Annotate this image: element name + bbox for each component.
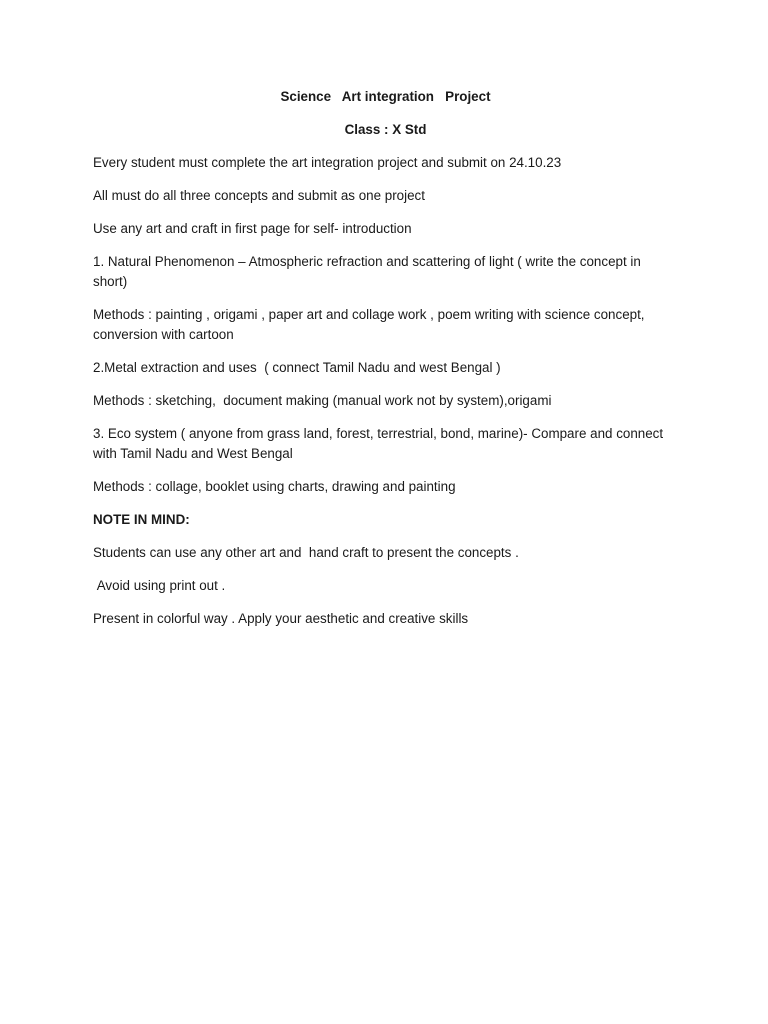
document-body xyxy=(93,87,678,642)
concept-1-natural-phenomenon: 1. Natural Phenomenon – Atmospheric refraction and scattering of light ( write the concept in short) xyxy=(93,254,645,289)
concept-3-methods: Methods : collage, booklet using charts, drawing and painting xyxy=(93,479,456,494)
paragraph-submission-date: Every student must complete the art integration project and submit on 24.10.23 xyxy=(93,155,562,170)
note-heading: NOTE IN MIND: xyxy=(93,512,190,527)
document-title: Science Art integration Project xyxy=(280,89,491,104)
concept-3-eco-system: 3. Eco system ( anyone from grass land, forest, terrestrial, bond, marine)- Compare and connect with Tamil Nadu and West Bengal xyxy=(93,426,667,461)
note-other-art: Students can use any other art and hand craft to present the concepts . xyxy=(93,545,519,560)
concept-1-methods: Methods : painting , origami , paper art and collage work , poem writing with science concept, conversion with cartoon xyxy=(93,307,649,342)
note-colorful: Present in colorful way . Apply your aesthetic and creative skills xyxy=(93,611,469,626)
concept-2-methods: Methods : sketching, document making (manual work not by system),origami xyxy=(93,393,552,408)
paragraph-self-introduction: Use any art and craft in first page for self- introduction xyxy=(93,221,412,236)
class-line: Class : X Std xyxy=(344,122,427,137)
paragraph-all-concepts: All must do all three concepts and submit as one project xyxy=(93,188,425,203)
note-avoid-print: Avoid using print out . xyxy=(93,578,226,593)
concept-2-metal-extraction: 2.Metal extraction and uses ( connect Tamil Nadu and west Bengal ) xyxy=(93,360,501,375)
